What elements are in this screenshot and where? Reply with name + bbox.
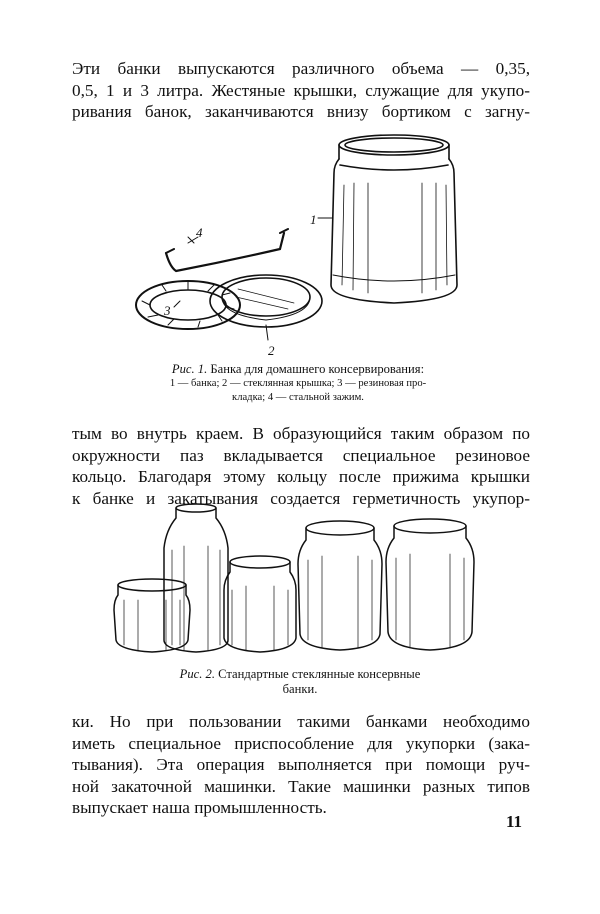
tall-bottle-illustration: [164, 504, 228, 652]
label-1: 1: [310, 212, 317, 227]
label-2: 2: [268, 343, 275, 358]
text-line: кольцо. Благодаря этому кольцу после прижима крышки: [72, 467, 530, 486]
caption-title: Банка для домашнего консервирования:: [210, 362, 425, 376]
paragraph-1: [72, 58, 530, 123]
jar-illustration: [331, 135, 457, 303]
text-line: к банке и закатывания создается герметичность укупор-: [72, 488, 530, 508]
text-line: ной закаточной машинки. Такие машинки разных типов: [72, 776, 530, 796]
paragraph-3: [72, 711, 530, 819]
paragraph-2: [72, 423, 530, 509]
label-4: 4: [196, 225, 203, 240]
large-jar-illustration: [386, 519, 474, 650]
label-3: 3: [164, 303, 171, 318]
medium-jar-illustration: [224, 556, 296, 652]
figure-1-caption: [128, 362, 468, 405]
text-line: ки. Но при пользовании такими банками необходимо: [72, 712, 530, 731]
caption-legend-line: 1 — банка; 2 — стеклянная крышка; 3 — резиновая про-: [169, 378, 427, 389]
figure-2-caption: [140, 667, 460, 697]
caption-label: Рис. 2.: [179, 667, 215, 681]
large-jar-illustration: [298, 521, 382, 650]
figure-2-standard-jars: [110, 500, 500, 660]
text-line: ривания банок, заканчиваются внизу бортиком с загну-: [72, 102, 530, 121]
text-line: выпускает наша промышленность.: [72, 798, 327, 817]
text-line: тым во внутрь краем. В образующийся таким образом по: [72, 424, 530, 443]
caption-title-continued: банки.: [282, 682, 318, 696]
caption-legend-line: кладка; 4 — стальной зажим.: [232, 392, 364, 403]
glass-lid-illustration: [210, 275, 322, 327]
text-line: тывания). Эта операция выполняется при помощи руч-: [72, 755, 530, 774]
caption-label: Рис. 1.: [171, 362, 208, 376]
text-line: 0,5, 1 и 3 литра. Жестяные крышки, служащие для укупо-: [72, 80, 530, 100]
page-number: 11: [506, 812, 523, 831]
text-line: Эти банки выпускаются различного объема — 0,35,: [72, 59, 530, 78]
caption-title: Стандартные стеклянные консервные: [218, 667, 421, 681]
figure-1-canning-jar: [118, 125, 478, 360]
text-line: иметь специальное приспособление для укупорки (зака-: [72, 733, 530, 753]
clamp-illustration: [166, 229, 288, 271]
text-line: окружности паз вкладывается специальное резиновое: [72, 445, 530, 465]
squat-jar-illustration: [114, 579, 190, 652]
